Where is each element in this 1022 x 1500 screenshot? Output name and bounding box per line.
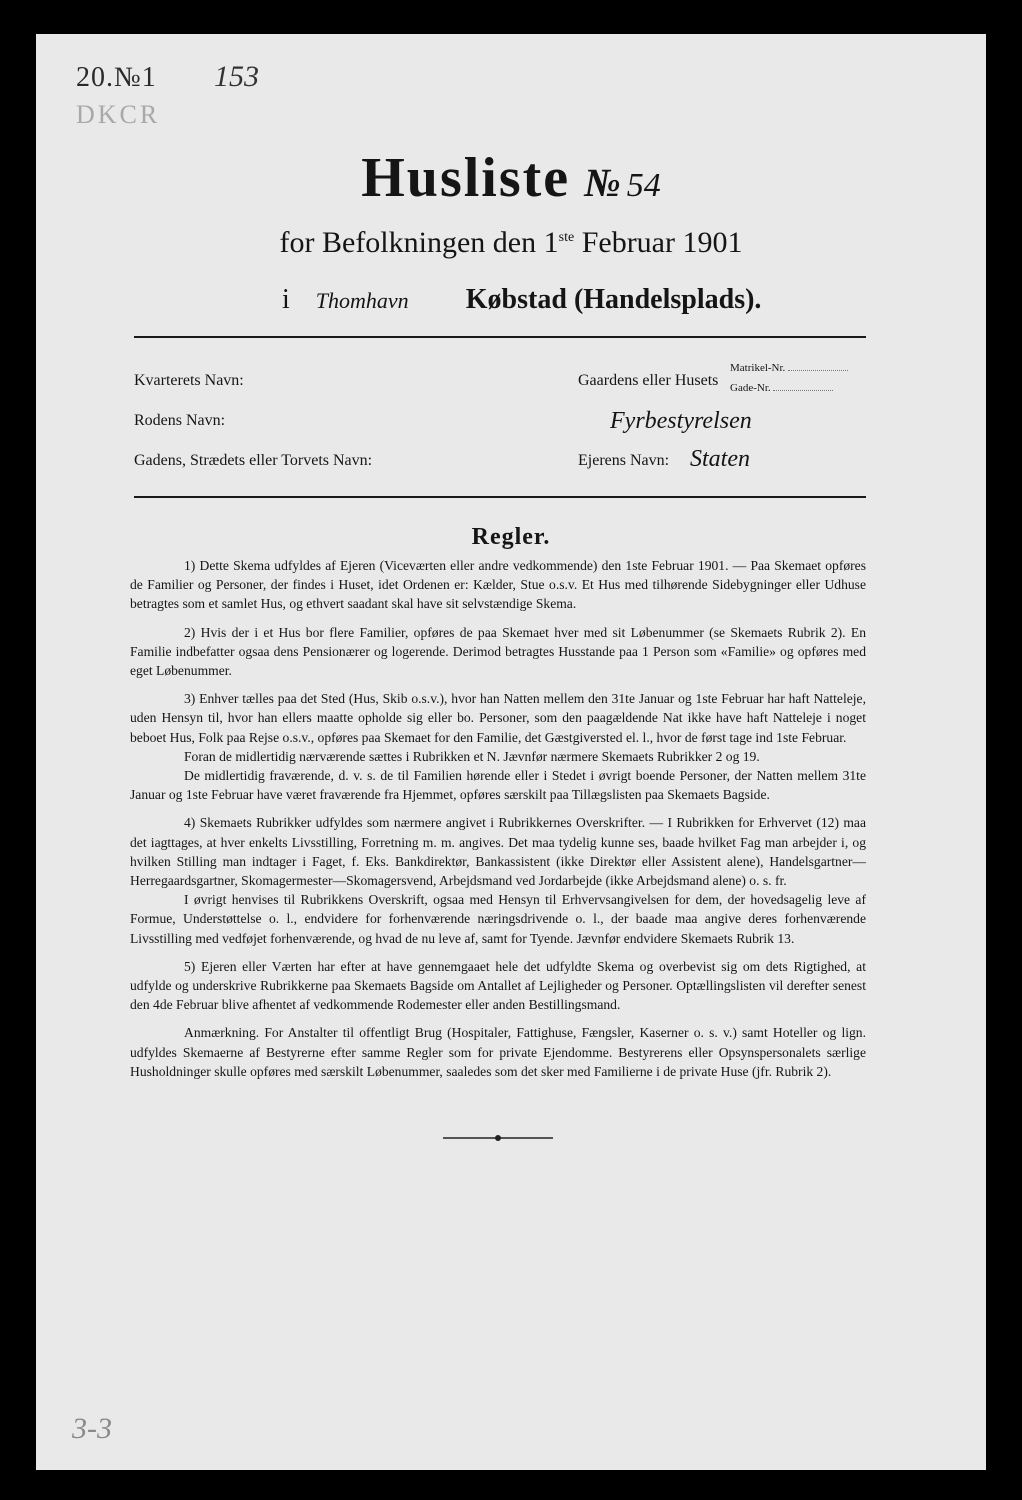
faded-stamp: DKCR	[76, 100, 161, 129]
census-form-sheet	[36, 34, 986, 1470]
gade-nr-label: Gade-Nr.	[730, 382, 771, 394]
gade-nr-dotline	[773, 390, 833, 391]
rule-paragraph: 4) Skemaets Rubrikker udfyldes som nærmere angivet i Rubrikkernes Overskrifter. — I Rubrikken for Erhvervet (12) maa det iagttages, at hver enkelts Livsstilling, Forretning m. m. angives. Det maa tydelig kunne ses, baade hvilket Fag man arbejder i, og hvilken Stilling man indtager i Faget, f. Eks. Bankdirektør, Bankassistent (ikke Direktør eller Assistent alene), Handelsgartner—Herregaardsgartner, Skomagermester—Skomagersvend, Arbejdsmand ved Jordarbejde (ikke Arbejdsmand alene) o. s. fr.	[130, 815, 866, 889]
place-prefix: i	[282, 284, 290, 315]
rule-paragraph: 1) Dette Skema udfyldes af Ejeren (Viceværten eller andre vedkommende) den 1ste Februar 1901. — Paa Skemaet opføres de Familier og Personer, der findes i Huset, idet Ordenen er: Kælder, Stue o.s.v. Et Hus med tilhørende Sidebygninger eller Udhuse betragtes som et samlet Hus, og ethvert saadant skal have sit selvstændige Skema.	[130, 558, 866, 612]
rule-paragraph: 2) Hvis der i et Hus bor flere Familier, opføres de paa Skemaet hver med sit Løbenummer (se Skemaets Rubrik 2). En Familie indbefatter ogsaa dens Pensionærer og logerende. Derimod betragtes Husstande paa 1 Person som «Familie» og opføres med eget Løbenummer.	[130, 624, 866, 679]
rules-body	[130, 556, 866, 1143]
rule-paragraph: 5) Ejeren eller Værten har efter at have gennemgaaet hele det udfyldte Skema og overbevist sig om dets Rigtighed, at udfylde og underskrive Rubrikkerne paa Skemaets Bagside om Antallet af Lejligheder og Personer. Optællingslisten vil derefter senest den 4de Februar blive afhentet af vedkommende Rodemester eller anden Bestillingsmand.	[130, 958, 866, 1013]
handelsplads-label: (Handelsplads).	[573, 284, 762, 315]
kobstad-label: Købstad	[465, 284, 567, 315]
ejer-handwritten: Staten	[690, 446, 750, 472]
matrikel-dotline	[788, 370, 848, 371]
middle-rule	[134, 496, 866, 498]
gaard-label: Gaardens eller Husets	[578, 372, 719, 389]
handwritten-town: Thomhavn	[315, 288, 409, 313]
subtitle-pre: for Befolkningen den 1	[279, 226, 559, 259]
kvarter-label: Kvarterets Navn:	[134, 372, 244, 389]
gaard-number-bracket	[730, 358, 870, 398]
rule-paragraph: De midlertidig fraværende, d. v. s. de til Familien hørende eller i Stedet i øvrigt boende Personer, der Natten mellem 31te Januar og 1ste Februar have været fraværende fra Hjemmet, opføres særskilt paa Tillægslisten paa Skemaets Bagside.	[130, 768, 866, 803]
title-house-number: 54	[626, 167, 661, 204]
matrikel-label: Matrikel-Nr.	[730, 362, 786, 374]
handwritten-page-number: 153	[214, 60, 259, 93]
subtitle-post: Februar 1901	[574, 226, 743, 259]
rule-paragraph: 3) Enhver tælles paa det Sted (Hus, Skib o.s.v.), hvor han Natten mellem den 31te Januar og 1ste Februar har haft Natteleje, uden Hensyn til, hvor han ellers maatte opholde sig eller bo. Personer, som den paagældende Nat ikke have haft Natteleje i noget beboet Hus, Folk paa Rejse o.s.v., opføres paa Skemaet for den Familie, det Gæstgiversted el. l., hvor de først tage ind 1ste Februar.	[130, 691, 866, 745]
place-line	[282, 284, 761, 316]
title-no-label: №	[584, 160, 621, 205]
ejer-label: Ejerens Navn:	[578, 452, 670, 469]
annotation-paragraph: Anmærkning. For Anstalter til offentligt Brug (Hospitaler, Fattighuse, Fængsler, Kaserner o. s. v.) samt Hoteller og lign. udfyldes Skemaerne af Bestyrerne efter samme Regler som for private Ejendomme. Bestyrerens eller Opsynspersonalets særlige Husholdninger skulle opføres med særskilt Løbenummer, saaledes som det sker med Familierne i de private Huse (jfr. Rubrik 2).	[130, 1025, 866, 1079]
archive-number-stamp: 20.№1	[76, 62, 157, 93]
roden-label: Rodens Navn:	[134, 412, 226, 429]
top-rule	[134, 336, 866, 338]
rule-paragraph: I øvrigt henvises til Rubrikkens Overskrift, ogsaa med Hensyn til Erhvervsangivelsen for dem, der hovedsagelig leve af Formue, Understøttelse o. l., endvidere for forhenværende næringsdrivende o. l., der baade maa angive deres forhenværende Livsstilling med vedføjet forhenværende, og hvad de nu leve af, samt for Tyende. Jævnfør endvidere Skemaets Rubrik 13.	[130, 892, 866, 946]
rule-paragraph: Foran de midlertidig nærværende sættes i Rubrikken et N. Jævnfør nærmere Skemaets Rubrikker 2 og 19.	[184, 748, 760, 764]
ornament-divider	[443, 1133, 553, 1143]
subtitle-sup: ste	[558, 230, 575, 245]
gade-nr-handwritten: Fyrbestyrelsen	[610, 408, 752, 434]
title-main: Husliste	[361, 147, 571, 209]
form-subtitle	[36, 226, 986, 260]
bottom-handwritten-number: 3-3	[72, 1412, 112, 1445]
ornament-dot	[495, 1135, 501, 1141]
gaden-label: Gadens, Strædets eller Torvets Navn:	[134, 452, 373, 469]
rules-title: Regler.	[471, 524, 551, 550]
form-title	[36, 146, 986, 210]
